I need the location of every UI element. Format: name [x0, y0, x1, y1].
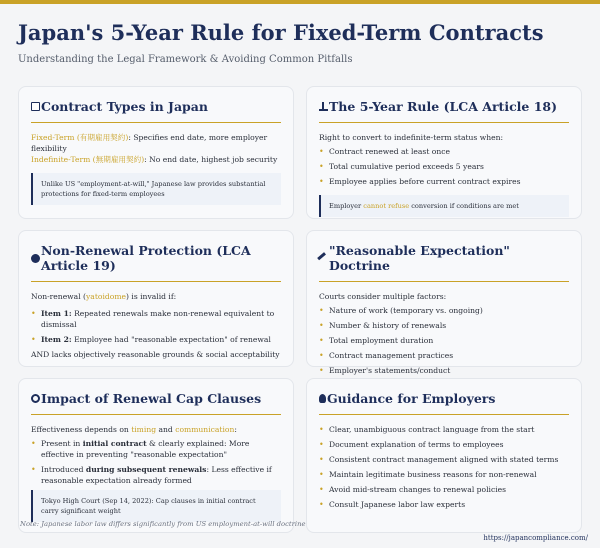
shield-icon [31, 254, 40, 263]
card-contract-types [18, 86, 294, 219]
fixed-term-label: Fixed-Term (有期雇用契約) [31, 133, 129, 142]
card-five-year-rule [306, 86, 582, 219]
intro-text: Effectiveness depends on [31, 425, 132, 434]
guidance-list [319, 424, 569, 510]
card-closing: AND lacks objectively reasonable grounds & social acceptability [31, 350, 280, 359]
list-item: • Clear, unambiguous contract language from the start [319, 424, 569, 435]
indefinite-term-label: Indefinite-Term (無期雇用契約) [31, 155, 145, 164]
intro-highlight: timing [131, 425, 157, 434]
list-item [31, 308, 281, 330]
scale-icon [319, 102, 328, 111]
clauses-list [31, 438, 281, 486]
card-guidance [306, 378, 582, 533]
intro-text: ) is invalid if: [126, 292, 177, 301]
info-note: Unlike US "employment-at-will," Japanese law provides substantial protections for fixed-term employees [31, 173, 281, 205]
card-intro [31, 424, 281, 435]
item-emphasis: during subsequent renewals [85, 465, 207, 474]
note-text: conversion if conditions are met [409, 202, 519, 210]
card-header [31, 99, 281, 123]
list-item [31, 438, 281, 460]
lightbulb-icon [319, 394, 326, 403]
indefinite-term-desc: : No end date, highest job security [144, 155, 278, 164]
fixed-term-desc: : Specifies end date, more employer flexibility [31, 133, 268, 153]
list-item: • Nature of work (temporary vs. ongoing) [319, 305, 569, 316]
card-header [31, 243, 281, 282]
card-title: Impact of Renewal Cap Clauses [41, 391, 262, 406]
footnote: Note: Japanese labor law differs significantly from US employment-at-will doctrine [20, 520, 306, 528]
list-item: • Total cumulative period exceeds 5 years [319, 161, 569, 172]
item-text: Introduced [41, 465, 86, 474]
card-title: The 5-Year Rule (LCA Article 18) [329, 99, 558, 114]
clock-icon [31, 394, 40, 403]
indefinite-term-row [31, 154, 281, 165]
list-item: • Consistent contract management aligned with stated terms [319, 454, 569, 465]
list-item: • Maintain legitimate business reasons for non-renewal [319, 469, 569, 480]
list-item [31, 334, 281, 345]
document-icon [31, 102, 40, 111]
item-text: Present in [41, 439, 83, 448]
intro-text: and [156, 425, 176, 434]
factors-list [319, 305, 569, 376]
card-renewal-cap [18, 378, 294, 533]
card-title: Non-Renewal Protection (LCA Article 19) [41, 243, 251, 273]
intro-text: Non-renewal ( [31, 292, 87, 301]
item-label: Item 2: [41, 335, 72, 344]
gavel-icon [317, 252, 330, 265]
item-emphasis: initial contract [82, 439, 147, 448]
conditions-list [319, 146, 569, 187]
card-title: Guidance for Employers [327, 391, 496, 406]
items-list [31, 308, 281, 345]
card-title: Contract Types in Japan [41, 99, 208, 114]
card-header [319, 391, 569, 415]
list-item: • Avoid mid-stream changes to renewal policies [319, 484, 569, 495]
item-text: & clearly explained: More effective in preventing "reasonable expectation" [41, 439, 250, 459]
card-intro [31, 291, 281, 302]
intro-highlight: yatoidome [86, 292, 127, 301]
list-item: • Number & history of renewals [319, 320, 569, 331]
top-accent-bar [0, 0, 600, 4]
list-item: • Contract management practices [319, 350, 569, 361]
card-header [319, 243, 569, 282]
intro-highlight: communication [175, 425, 235, 434]
page-subtitle: Understanding the Legal Framework & Avoiding Common Pitfalls [18, 54, 353, 65]
card-header [319, 99, 569, 123]
fixed-term-row [31, 132, 281, 154]
card-non-renewal-protection [18, 230, 294, 367]
info-note: Tokyo High Court (Sep 14, 2022): Cap clauses in initial contract carry significant weight [31, 490, 281, 522]
page-title: Japan's 5-Year Rule for Fixed-Term Contracts [18, 20, 544, 45]
list-item: • Contract renewed at least once [319, 146, 569, 157]
item-text: : Less effective if reasonable expectation already formed [41, 465, 272, 485]
list-item: • Employer's statements/conduct [319, 365, 569, 376]
card-reasonable-expectation [306, 230, 582, 375]
card-intro: Courts consider multiple factors: [319, 292, 447, 301]
intro-text: : [234, 425, 237, 434]
list-item: • Document explanation of terms to employees [319, 439, 569, 450]
list-item: • Consult Japanese labor law experts [319, 499, 569, 510]
list-item [31, 464, 281, 486]
note-text: Employer [329, 202, 364, 210]
item-text: Repeated renewals make non-renewal equivalent to dismissal [41, 309, 275, 329]
note-highlight: cannot refuse [363, 202, 410, 210]
list-item: • Employee applies before current contract expires [319, 176, 569, 187]
page-header [18, 20, 588, 65]
footer-url-link[interactable]: https://japancompliance.com/ [483, 534, 588, 542]
card-header [31, 391, 281, 415]
item-text: Employee had "reasonable expectation" of renewal [71, 335, 271, 344]
item-label: Item 1: [41, 309, 72, 318]
info-note [319, 195, 569, 217]
list-item: • Total employment duration [319, 335, 569, 346]
card-intro: Right to convert to indefinite-term status when: [319, 133, 504, 142]
card-title: "Reasonable Expectation" Doctrine [329, 243, 510, 273]
